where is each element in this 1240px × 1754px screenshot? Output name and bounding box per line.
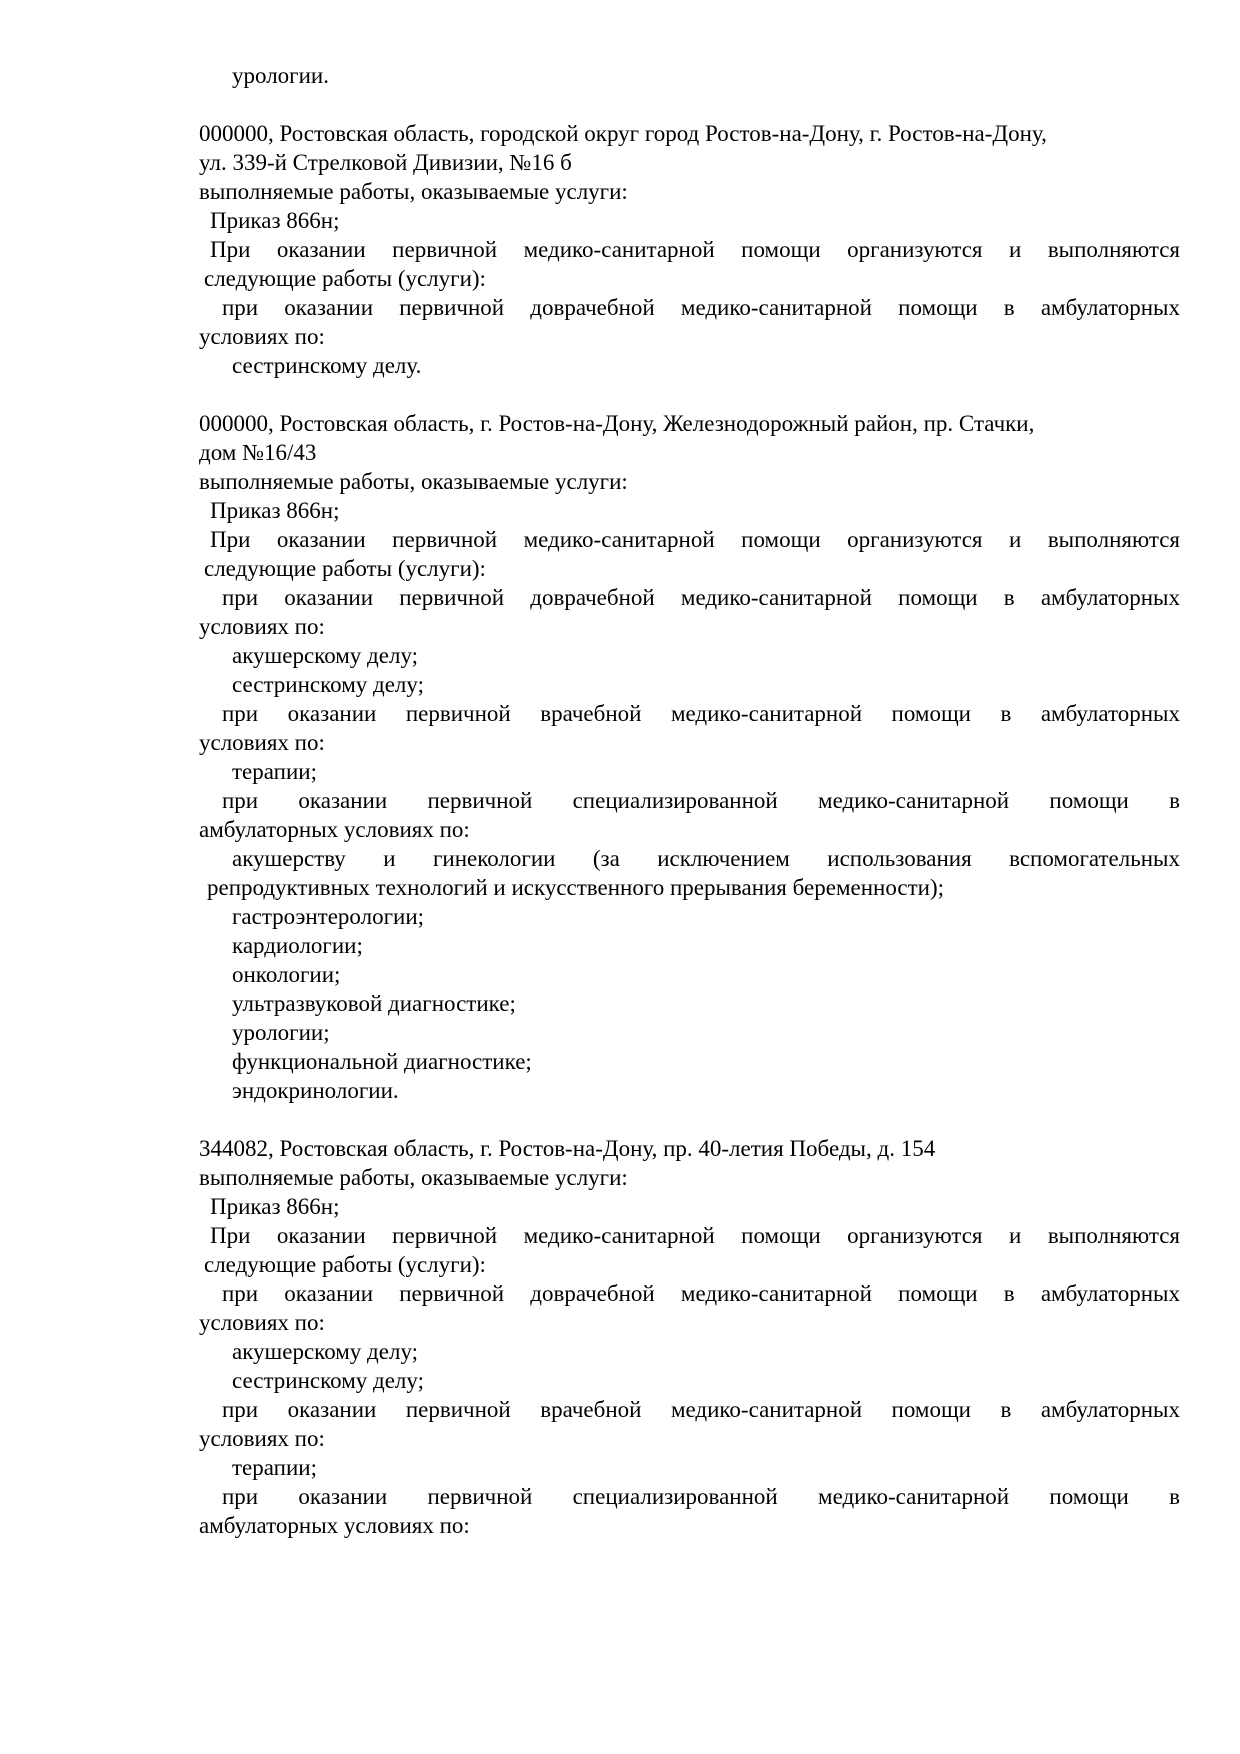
document-line: 000000, Ростовская область, городской округ город Ростов-на-Дону, г. Ростов-на-Дону,	[199, 121, 1047, 146]
document-line: 000000, Ростовская область, г. Ростов-на-Дону, Железнодорожный район, пр. Стачки,	[199, 411, 1035, 436]
document-line: гастроэнтерологии;	[232, 904, 425, 929]
document-line: амбулаторных условиях по:	[199, 1513, 470, 1538]
document-line: терапии;	[232, 1455, 317, 1480]
document-line: Приказ 866н;	[210, 1194, 340, 1219]
document-line: Приказ 866н;	[210, 498, 340, 523]
document-line: амбулаторных условиях по:	[199, 817, 470, 842]
document-line: условиях по:	[199, 614, 325, 639]
document-line: выполняемые работы, оказываемые услуги:	[199, 179, 628, 204]
document-line: сестринскому делу.	[232, 353, 422, 378]
document-line: при оказании первичной специализированной медико-санитарной помощи в	[222, 1484, 1180, 1509]
blank-line	[199, 380, 1180, 409]
document-line: выполняемые работы, оказываемые услуги:	[199, 469, 628, 494]
document-line: Приказ 866н;	[210, 208, 340, 233]
document-line: выполняемые работы, оказываемые услуги:	[199, 1165, 628, 1190]
blank-line	[199, 1105, 1180, 1134]
document-line: При оказании первичной медико-санитарной помощи организуются и выполняются	[210, 1223, 1180, 1248]
document-line: акушерскому делу;	[232, 643, 419, 668]
document-line: условиях по:	[199, 324, 325, 349]
document-line: 344082, Ростовская область, г. Ростов-на-Дону, пр. 40-летия Победы, д. 154	[199, 1136, 936, 1161]
document-line: следующие работы (услуги):	[204, 266, 486, 291]
document-line: дом №16/43	[199, 440, 317, 465]
document-line: условиях по:	[199, 1426, 325, 1451]
document-line: при оказании первичной врачебной медико-санитарной помощи в амбулаторных	[222, 701, 1180, 726]
document-text-block	[199, 61, 1180, 1540]
document-line: кардиологии;	[232, 933, 363, 958]
document-line: урологии;	[232, 1020, 330, 1045]
document-line: при оказании первичной врачебной медико-санитарной помощи в амбулаторных	[222, 1397, 1180, 1422]
document-line: при оказании первичной доврачебной медико-санитарной помощи в амбулаторных	[222, 1281, 1180, 1306]
document-line: следующие работы (услуги):	[204, 556, 486, 581]
document-line: условиях по:	[199, 730, 325, 755]
document-line: ул. 339-й Стрелковой Дивизии, №16 б	[199, 150, 572, 175]
document-line: сестринскому делу;	[232, 672, 424, 697]
document-line: эндокринологии.	[232, 1078, 399, 1103]
document-line: При оказании первичной медико-санитарной помощи организуются и выполняются	[210, 237, 1180, 262]
document-line: сестринскому делу;	[232, 1368, 424, 1393]
document-line: акушерскому делу;	[232, 1339, 419, 1364]
document-line: онкологии;	[232, 962, 341, 987]
document-line: при оказании первичной доврачебной медико-санитарной помощи в амбулаторных	[222, 585, 1180, 610]
document-line: репродуктивных технологий и искусственного прерывания беременности);	[207, 875, 945, 900]
document-line: терапии;	[232, 759, 317, 784]
document-line: при оказании первичной специализированной медико-санитарной помощи в	[222, 788, 1180, 813]
document-line: урологии.	[232, 63, 329, 88]
document-line: функциональной диагностике;	[232, 1049, 532, 1074]
document-line: условиях по:	[199, 1310, 325, 1335]
document-line: При оказании первичной медико-санитарной помощи организуются и выполняются	[210, 527, 1180, 552]
document-line: при оказании первичной доврачебной медико-санитарной помощи в амбулаторных	[222, 295, 1180, 320]
blank-line	[199, 90, 1180, 119]
document-line: следующие работы (услуги):	[204, 1252, 486, 1277]
document-line: ультразвуковой диагностике;	[232, 991, 516, 1016]
document-line: акушерству и гинекологии (за исключением использования вспомогательных	[232, 846, 1180, 871]
